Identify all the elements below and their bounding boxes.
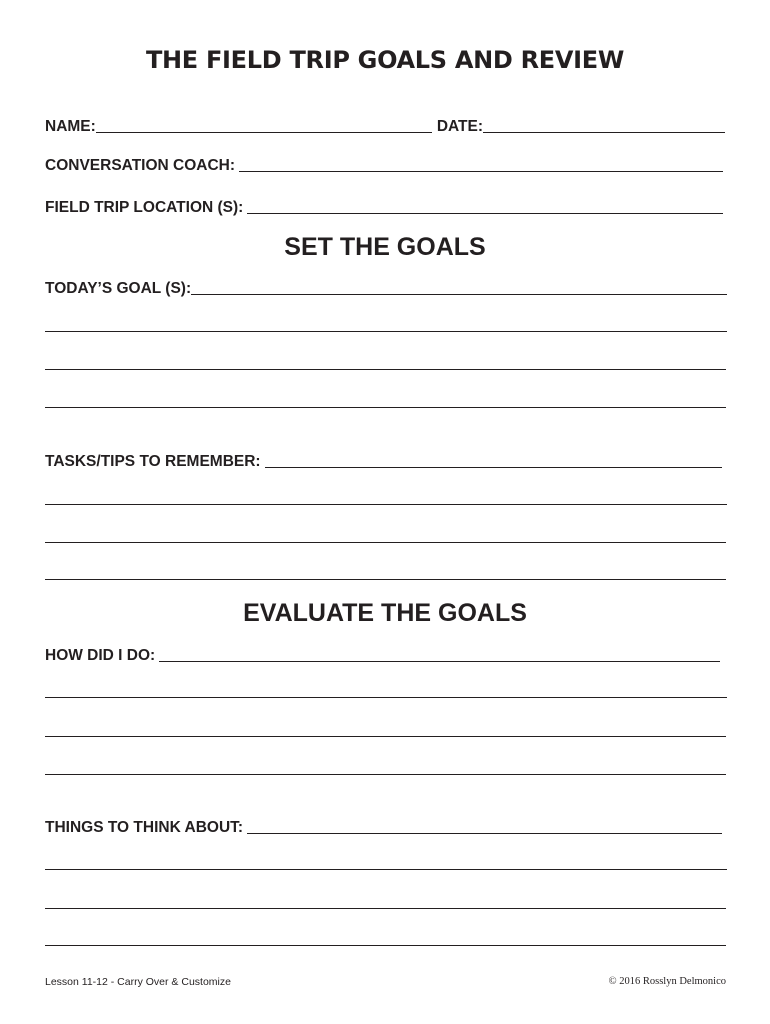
how-did-i-do-field[interactable] <box>159 661 720 662</box>
page-title: THE FIELD TRIP GOALS AND REVIEW <box>145 46 625 74</box>
location-field[interactable] <box>247 213 723 214</box>
how-did-i-do-row <box>45 645 720 665</box>
location-row <box>45 197 723 217</box>
date-field[interactable] <box>483 132 725 133</box>
coach-row <box>45 155 723 175</box>
how-did-i-do-line[interactable] <box>45 774 726 775</box>
tasks-row <box>45 451 722 471</box>
things-to-think-row <box>45 817 722 837</box>
evaluate-goals-heading: EVALUATE THE GOALS <box>243 599 527 627</box>
location-label: FIELD TRIP LOCATION (S): <box>45 199 244 216</box>
footer-copyright: © 2016 Rosslyn Delmonico <box>608 976 726 987</box>
todays-goals-row <box>45 278 727 298</box>
todays-goals-field[interactable] <box>191 294 727 295</box>
coach-field[interactable] <box>239 171 723 172</box>
todays-goals-label: TODAY’S GOAL (S): <box>45 280 192 297</box>
todays-goals-line[interactable] <box>45 369 726 370</box>
how-did-i-do-line[interactable] <box>45 736 726 737</box>
tasks-line[interactable] <box>45 579 726 580</box>
set-goals-heading: SET THE GOALS <box>284 233 486 261</box>
tasks-label: TASKS/TIPS TO REMEMBER: <box>45 453 261 470</box>
todays-goals-line[interactable] <box>45 407 726 408</box>
tasks-field[interactable] <box>265 467 722 468</box>
name-date-row <box>45 116 725 136</box>
how-did-i-do-label: HOW DID I DO: <box>45 647 156 664</box>
things-to-think-line[interactable] <box>45 945 726 946</box>
todays-goals-line[interactable] <box>45 331 727 332</box>
things-to-think-line[interactable] <box>45 908 726 909</box>
footer-lesson: Lesson 11-12 - Carry Over & Customize <box>45 976 231 988</box>
how-did-i-do-line[interactable] <box>45 697 727 698</box>
date-label: DATE: <box>436 118 484 135</box>
coach-label: CONVERSATION COACH: <box>45 157 236 174</box>
tasks-line[interactable] <box>45 542 726 543</box>
things-to-think-field[interactable] <box>247 833 722 834</box>
name-field[interactable] <box>96 132 432 133</box>
name-label: NAME: <box>45 118 96 135</box>
tasks-line[interactable] <box>45 504 727 505</box>
things-to-think-label: THINGS TO THINK ABOUT: <box>45 819 244 836</box>
things-to-think-line[interactable] <box>45 869 727 870</box>
